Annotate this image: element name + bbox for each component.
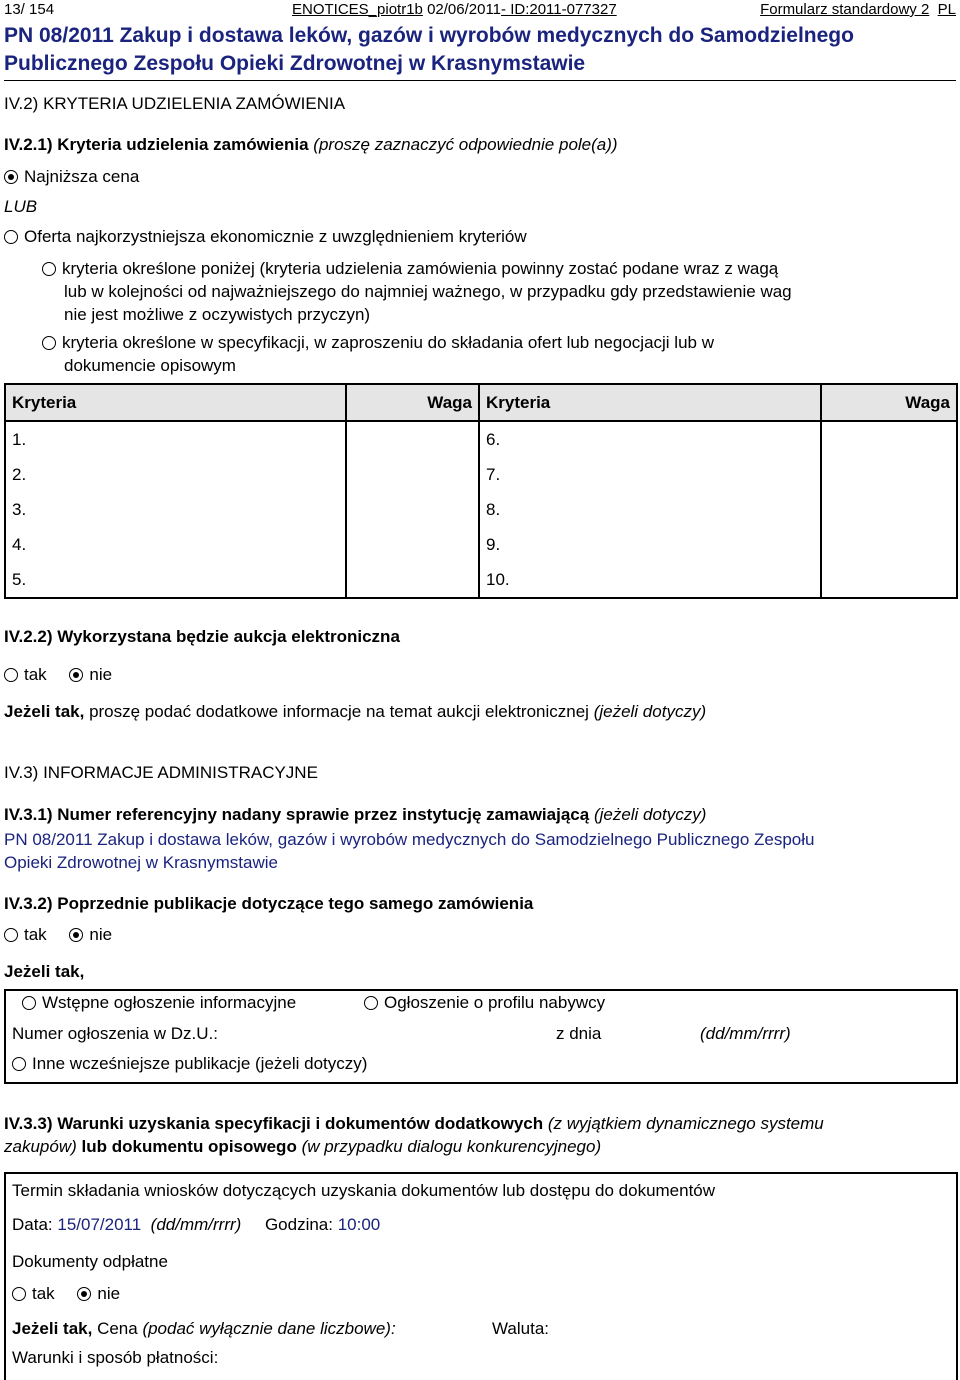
- col-weight-2: Waga: [821, 384, 957, 421]
- section-iv32-title: IV.3.2) Poprzednie publikacje dotyczące tego samego zamówienia: [4, 894, 534, 913]
- reference-number: PN 08/2011 Zakup i dostawa leków, gazów i wyrobów medycznych do Samodzielnego Publicznego Zespołu Opieki Zdrowotnej w Krasnymstawie: [4, 830, 815, 872]
- header-divider: [4, 80, 956, 81]
- radio-unchecked-icon[interactable]: [42, 336, 56, 350]
- auction-tak[interactable]: tak: [4, 665, 47, 684]
- radio-unchecked-icon[interactable]: [4, 928, 18, 942]
- section-iv21-title: IV.2.1) Kryteria udzielenia zamówienia (proszę zaznaczyć odpowiednie pole(a)): [4, 135, 618, 154]
- option-lowest-price[interactable]: Najniższa cena: [4, 167, 139, 187]
- document-title: PN 08/2011 Zakup i dostawa leków, gazów i wyrobów medycznych do Samodzielnego Publicznego Zespołu Opieki Zdrowotnej w Krasnymstawie: [4, 24, 854, 75]
- prior-tak[interactable]: tak: [4, 925, 47, 944]
- auction-info: Jeżeli tak, proszę podać dodatkowe informacje na temat aukcji elektronicznej (jeżeli dotyczy): [4, 702, 707, 721]
- prior-publications-box: [4, 989, 958, 1084]
- col-criteria-2: Kryteria: [479, 384, 821, 421]
- prior-pub-options: [4, 925, 112, 945]
- table-row: 5. 10.: [5, 562, 957, 598]
- table-header-row: [5, 384, 957, 421]
- auction-options: [4, 665, 112, 685]
- option-economic[interactable]: Oferta najkorzystniejsza ekonomicznie z uwzględnieniem kryteriów: [4, 227, 527, 247]
- radio-checked-icon[interactable]: [77, 1287, 91, 1301]
- paid-docs-options: [12, 1284, 120, 1304]
- radio-unchecked-icon[interactable]: [12, 1057, 26, 1071]
- section-iv3-heading: IV.3) INFORMACJE ADMINISTRACYJNE: [4, 763, 318, 782]
- prior-nie[interactable]: nie: [69, 925, 112, 944]
- price-row: Jeżeli tak, Cena (podać wyłącznie dane liczbowe):: [12, 1319, 396, 1338]
- radio-unchecked-icon[interactable]: [22, 996, 36, 1010]
- radio-unchecked-icon[interactable]: [4, 230, 18, 244]
- radio-checked-icon[interactable]: [4, 170, 18, 184]
- radio-unchecked-icon[interactable]: [4, 668, 18, 682]
- or-label: LUB: [4, 197, 38, 216]
- deadline-label: Termin składania wniosków dotyczących uzyskania dokumentów lub dostępu do dokumentów: [12, 1181, 716, 1200]
- currency-label: Waluta:: [492, 1319, 550, 1338]
- pub-date-format: (dd/mm/rrrr): [700, 1024, 791, 1043]
- criteria-table: [4, 383, 958, 599]
- radio-unchecked-icon[interactable]: [12, 1287, 26, 1301]
- page-header: [4, 0, 956, 20]
- radio-unchecked-icon[interactable]: [42, 262, 56, 276]
- pub-date-label: z dnia: [556, 1024, 602, 1043]
- table-row: 3. 8.: [5, 492, 957, 527]
- deadline-time-value: 10:00: [337, 1215, 381, 1234]
- option-other-publications[interactable]: Inne wcześniejsze publikacje (jeżeli dotyczy): [12, 1054, 367, 1074]
- documents-conditions-box: [4, 1172, 958, 1380]
- auction-nie[interactable]: nie: [69, 665, 112, 684]
- table-row: 1. 6.: [5, 421, 957, 457]
- section-iv33-title: IV.3.3) Warunki uzyskania specyfikacji i dokumentów dodatkowych (z wyjątkiem dynamicznego systemu zakupów) lub dokumentu opisowego (w przypadku dialogu konkurencyjnego): [4, 1114, 824, 1156]
- table-row: 4. 9.: [5, 527, 957, 562]
- option-buyer-profile[interactable]: Ogłoszenie o profilu nabywcy: [364, 993, 605, 1013]
- if-yes-label: Jeżeli tak,: [4, 962, 85, 981]
- col-criteria-1: Kryteria: [5, 384, 346, 421]
- section-iv2-heading: IV.2) KRYTERIA UDZIELENIA ZAMÓWIENIA: [4, 94, 346, 113]
- paid-docs-label: Dokumenty odpłatne: [12, 1252, 168, 1271]
- option-criteria-below[interactable]: kryteria określone poniżej (kryteria udzielenia zamówienia powinny zostać podane wraz z wagą lub w kolejności od najważniejszego do najmniej ważnego, w przypadku gdy przedstawienie wag nie jest możliwe z oczywistych przyczyn): [42, 257, 792, 326]
- section-iv22-title: IV.2.2) Wykorzystana będzie aukcja elektroniczna: [4, 627, 400, 646]
- paid-nie[interactable]: nie: [77, 1284, 120, 1303]
- section-iv31-title: IV.3.1) Numer referencyjny nadany sprawie przez instytucję zamawiającą (jeżeli dotyczy): [4, 805, 707, 824]
- deadline-date-value: 15/07/2011: [57, 1215, 142, 1234]
- radio-unchecked-icon[interactable]: [364, 996, 378, 1010]
- option-criteria-spec[interactable]: kryteria określone w specyfikacji, w zaproszeniu do składania ofert lub negocjacji lub w dokumencie opisowym: [42, 331, 714, 377]
- oj-number-label: Numer ogłoszenia w Dz.U.:: [12, 1024, 218, 1043]
- option-prior-info[interactable]: Wstępne ogłoszenie informacyjne: [22, 993, 296, 1013]
- page-number: 13/ 154: [4, 1, 55, 18]
- payment-terms-label: Warunki i sposób płatności:: [12, 1348, 219, 1367]
- form-type: Formularz standardowy 2 PL: [760, 1, 956, 18]
- paid-tak[interactable]: tak: [12, 1284, 55, 1303]
- radio-checked-icon[interactable]: [69, 668, 83, 682]
- deadline-date-row: Data: 15/07/2011 (dd/mm/rrrr) Godzina: 10:00: [12, 1215, 381, 1234]
- notice-reference: ENOTICES_piotr1b 02/06/2011- ID:2011-077327: [292, 1, 617, 18]
- table-row: 2. 7.: [5, 457, 957, 492]
- radio-checked-icon[interactable]: [69, 928, 83, 942]
- col-weight-1: Waga: [346, 384, 479, 421]
